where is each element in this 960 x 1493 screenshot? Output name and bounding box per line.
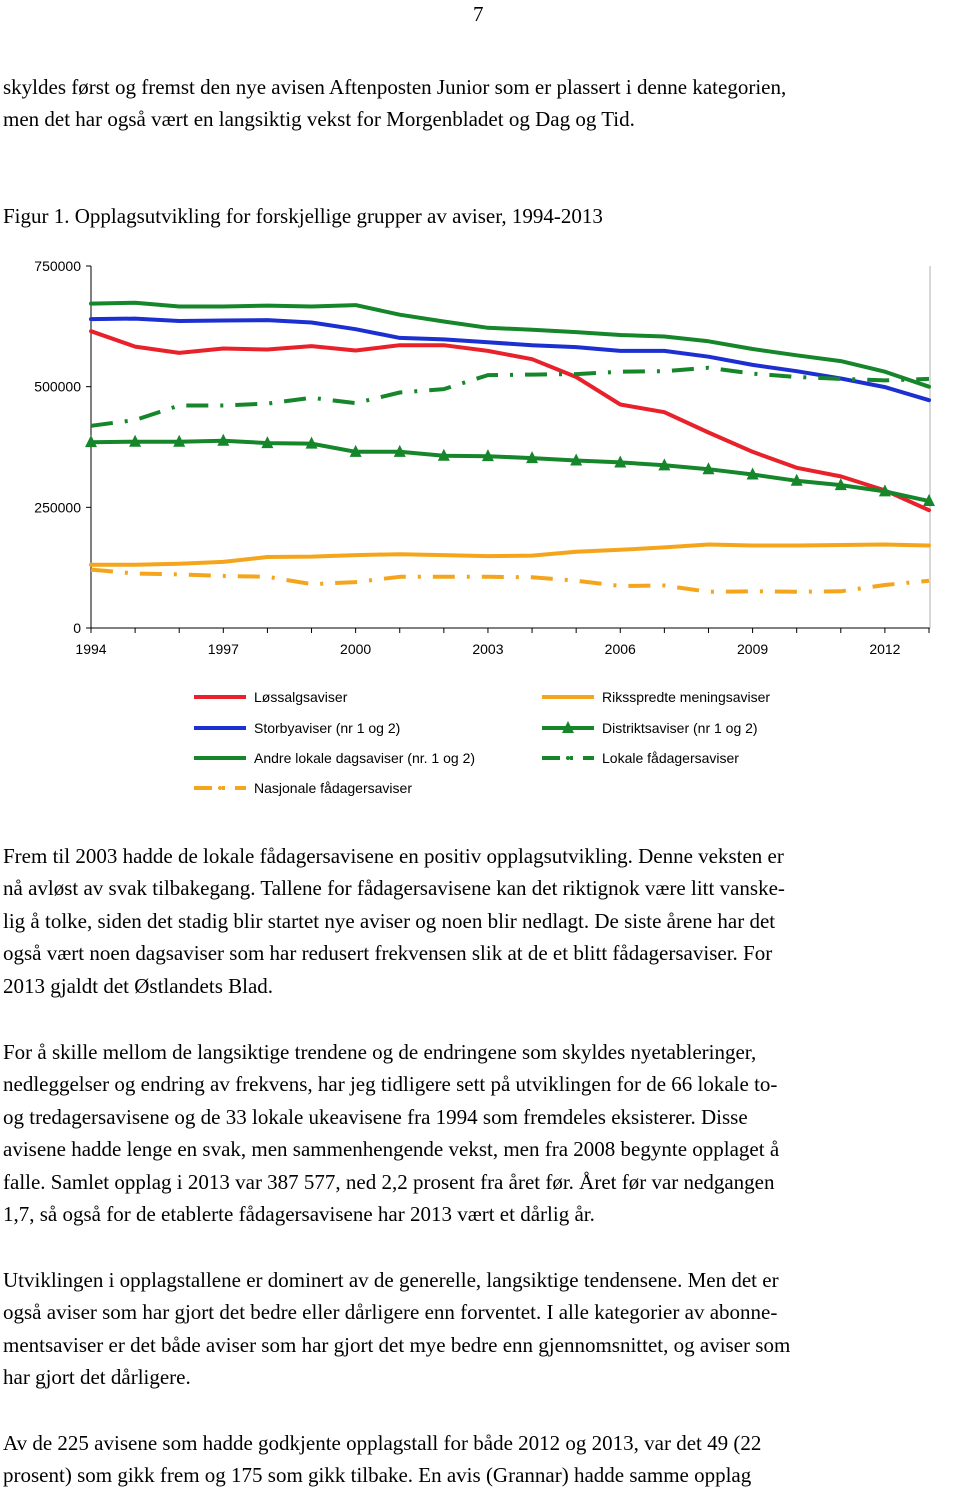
paragraph-2	[3, 1036, 958, 1230]
x-tick-label: 2003	[472, 641, 504, 657]
text-line: Frem til 2003 hadde de lokale fådagersavisene en positiv opplagsutvikling. Denne veksten er	[3, 844, 784, 868]
text-line: prosent) som gikk frem og 175 som gikk tilbake. En avis (Grannar) hadde samme opplag	[3, 1463, 752, 1488]
paragraph-3	[3, 1264, 958, 1394]
legend-marker	[566, 756, 570, 760]
text-line: men det har også vært en langsiktig vekst for Morgenbladet og Dag og Tid.	[3, 107, 635, 132]
text-line: skyldes først og fremst den nye avisen Aftenposten Junior som er plassert i denne kategorien,	[3, 75, 787, 99]
legend-label: Storbyaviser (nr 1 og 2)	[254, 720, 401, 736]
x-tick-label: 2012	[869, 641, 901, 657]
x-tick-label: 2009	[737, 641, 769, 657]
text-line: 1,7, så også for de etablerte fådagersavisene har 2013 vært et dårlig år.	[3, 1202, 595, 1227]
y-tick-label: 0	[73, 620, 81, 636]
paragraph-1	[3, 840, 958, 1002]
text-line: falle. Samlet opplag i 2013 var 387 577, ned 2,2 prosent fra året før. Året før var nedgangen	[3, 1169, 775, 1194]
text-line: nedleggelser og endring av frekvens, har jeg tidligere sett på utviklingen for de 66 lokale to-	[3, 1072, 778, 1097]
text-line: 2013 gjaldt det Østlandets Blad.	[3, 973, 274, 998]
series-line-nasjonale-f-dagersaviser	[91, 545, 929, 565]
intro-paragraph	[3, 71, 958, 136]
text-line: mentsaviser er det både aviser som har gjort det mye bedre enn gjennomsnittet, og aviser som	[3, 1332, 791, 1357]
x-tick-label: 1997	[207, 641, 239, 657]
x-tick-label: 1994	[75, 641, 107, 657]
text-line: lig å tolke, siden det stadig blir startet nye aviser og noen blir nedlagt. De siste årene har det	[3, 908, 776, 933]
y-tick-label: 250000	[34, 499, 81, 516]
legend-label: Nasjonale fådagersaviser	[254, 780, 412, 796]
line-chart	[0, 250, 960, 810]
legend-label: Løssalgsaviser	[254, 689, 348, 705]
series-line-storbyaviser-nr-1-og-2	[91, 319, 929, 401]
chart-series	[85, 303, 935, 592]
x-tick-label: 2000	[340, 641, 372, 657]
legend-label: Andre lokale dagsaviser (nr. 1 og 2)	[254, 750, 476, 766]
text-line: og tredagersavisene og de 33 lokale ukeavisene fra 1994 som fremdeles eksisterer. Disse	[3, 1104, 748, 1129]
figure-caption: Figur 1. Opplagsutvikling for forskjellige grupper av aviser, 1994-2013	[3, 204, 603, 228]
legend-label: Lokale fådagersaviser	[602, 750, 739, 766]
page-number: 7	[473, 2, 484, 26]
legend-label: Riksspredte meningsaviser	[602, 689, 771, 705]
chart-legend	[194, 689, 770, 796]
paragraph-4	[3, 1427, 958, 1492]
text-line: også aviser som har gjort det bedre eller dårligere enn forventet. I alle kategorier av abonne-	[3, 1300, 778, 1325]
legend-marker	[218, 786, 222, 790]
series-line-lokale-f-dagersaviser	[91, 368, 929, 426]
y-tick-label: 750000	[34, 258, 81, 274]
text-line: også vært noen dagsaviser som har redusert frekvensen slik at de et blitt fådagersaviser. For	[3, 941, 773, 966]
series-line-rikisspredte-meningsaviser	[91, 570, 929, 592]
text-line: nå avløst av svak tilbakegang. Tallene for fådagersavisene kan det riktignok være litt vanske-	[3, 876, 785, 901]
y-tick-label: 500000	[34, 378, 81, 395]
x-tick-label: 2006	[604, 641, 636, 657]
text-line: Av de 225 avisene som hadde godkjente opplagstall for både 2012 og 2013, var det 49 (22	[3, 1431, 762, 1455]
text-line: For å skille mellom de langsiktige trendene og de endringene som skyldes nyetableringer,	[3, 1040, 757, 1064]
text-line: har gjort det dårligere.	[3, 1365, 191, 1390]
legend-label: Distriktsaviser (nr 1 og 2)	[602, 720, 758, 736]
text-line: Utviklingen i opplagstallene er dominert av de generelle, langsiktige tendensene. Men det er	[3, 1268, 779, 1292]
text-line: avisene hadde lenge en svak, men sammenhengende vekst, men fra 2008 begynte opplaget å	[3, 1137, 780, 1162]
